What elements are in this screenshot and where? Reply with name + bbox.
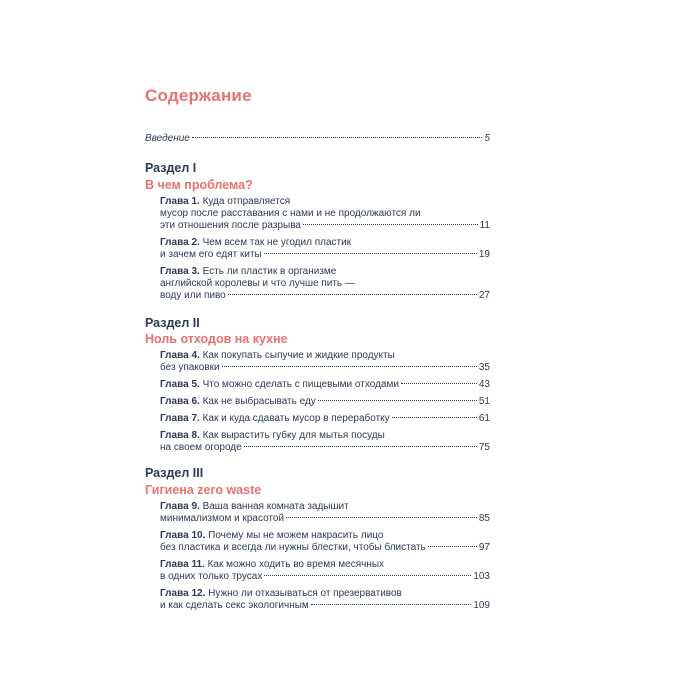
chapter-title-line: Как покупать сыпучие и жидкие продукты <box>202 350 395 361</box>
page-number: 51 <box>478 396 490 407</box>
intro-label: Введение <box>145 133 190 144</box>
toc-entry-chapter-4[interactable] <box>160 350 490 374</box>
leader-dots <box>222 366 477 367</box>
section-label: Раздел III <box>145 466 204 480</box>
leader-dots <box>318 400 477 401</box>
chapter-title-line: мусор после расставания с нами и не продолжаются ли <box>160 208 421 219</box>
chapter-title-line: английской королевы и что лучше пить — <box>160 278 355 289</box>
page-number: 35 <box>478 362 490 373</box>
chapter-title-line: Ваша ванная комната задышит <box>202 501 349 512</box>
toc-entry-chapter-5[interactable] <box>160 379 490 391</box>
page-number: 75 <box>478 442 490 453</box>
page-number: 61 <box>478 413 490 424</box>
leader-dots <box>228 294 477 295</box>
chapter-title-line: Что можно сделать с пищевыми отходами <box>202 379 399 390</box>
page-number: 5 <box>484 133 490 144</box>
toc-entry-chapter-7[interactable] <box>160 413 490 425</box>
leader-dots <box>264 253 477 254</box>
chapter-number: Глава 10. <box>160 530 206 541</box>
leader-dots <box>401 383 477 384</box>
chapter-number: Глава 3. <box>160 266 200 277</box>
toc-entry-chapter-12[interactable] <box>160 588 490 612</box>
chapter-title-line: и зачем его едят киты <box>160 249 262 260</box>
page-number: 43 <box>478 379 490 390</box>
page-number: 19 <box>478 249 490 260</box>
page-number: 11 <box>479 220 490 231</box>
chapter-title-line: воду или пиво <box>160 290 226 301</box>
page-title: Содержание <box>145 86 252 105</box>
chapter-number: Глава 1. <box>160 196 200 207</box>
chapter-number: Глава 4. <box>160 350 200 361</box>
leader-dots <box>428 546 477 547</box>
page-number: 97 <box>478 542 490 553</box>
section-title: Ноль отходов на кухне <box>145 332 288 346</box>
section-title: В чем проблема? <box>145 178 253 192</box>
leader-dots <box>286 517 477 518</box>
chapter-number: Глава 5. <box>160 379 200 390</box>
toc-entry-chapter-2[interactable] <box>160 237 490 261</box>
chapter-number: Глава 12. <box>160 588 206 599</box>
chapter-title-line: Куда отправляется <box>202 196 291 207</box>
leader-dots <box>303 224 478 225</box>
toc-entry-chapter-6[interactable] <box>160 396 490 408</box>
page-number: 85 <box>478 513 490 524</box>
chapter-number: Глава 7. <box>160 413 200 424</box>
section-label: Раздел I <box>145 161 197 175</box>
chapter-number: Глава 9. <box>160 501 200 512</box>
chapter-title-line: без пластика и всегда ли нужны блестки, чтобы блистать <box>160 542 426 553</box>
leader-dots <box>264 575 471 576</box>
chapter-title-line: без упаковки <box>160 362 220 373</box>
chapter-title-line: Нужно ли отказываться от презервативов <box>208 588 402 599</box>
chapter-title-line: Как не выбрасывать еду <box>202 396 316 407</box>
chapter-title-line: Как можно ходить во время месячных <box>207 559 385 570</box>
chapter-title-line: на своем огороде <box>160 442 242 453</box>
chapter-number: Глава 2. <box>160 237 200 248</box>
chapter-title-line: минимализмом и красотой <box>160 513 285 524</box>
chapter-number: Глава 6. <box>160 396 200 407</box>
chapter-title-line: эти отношения после разрыва <box>160 220 301 231</box>
page-number: 103 <box>473 571 490 582</box>
chapter-title-line: Есть ли пластик в организме <box>202 266 337 277</box>
toc-entry-chapter-11[interactable] <box>160 559 490 583</box>
toc-entry-chapter-10[interactable] <box>160 530 490 554</box>
section-label: Раздел II <box>145 316 200 330</box>
leader-dots <box>244 446 477 447</box>
page-number: 109 <box>473 600 490 611</box>
leader-dots <box>392 417 477 418</box>
toc-entry-intro[interactable] <box>145 133 490 147</box>
chapter-number: Глава 8. <box>160 430 200 441</box>
toc-entry-chapter-8[interactable] <box>160 430 490 454</box>
section-title: Гигиена zero waste <box>145 483 262 497</box>
toc-entry-chapter-3[interactable] <box>160 266 490 302</box>
page-number: 27 <box>478 290 490 301</box>
chapter-title-line: Чем всем так не угодил пластик <box>202 237 352 248</box>
chapter-title-line: и как сделать секс экологичным <box>160 600 309 611</box>
chapter-title-line: Как вырастить губку для мытья посуды <box>202 430 385 441</box>
chapter-title-line: Как и куда сдавать мусор в переработку <box>202 413 390 424</box>
leader-dots <box>311 604 472 605</box>
chapter-title-line: Почему мы не можем накрасить лицо <box>208 530 384 541</box>
chapter-number: Глава 11. <box>160 559 205 570</box>
leader-dots <box>192 137 483 138</box>
chapter-title-line: в одних только трусах <box>160 571 263 582</box>
toc-entry-chapter-1[interactable] <box>160 196 490 232</box>
toc-entry-chapter-9[interactable] <box>160 501 490 525</box>
